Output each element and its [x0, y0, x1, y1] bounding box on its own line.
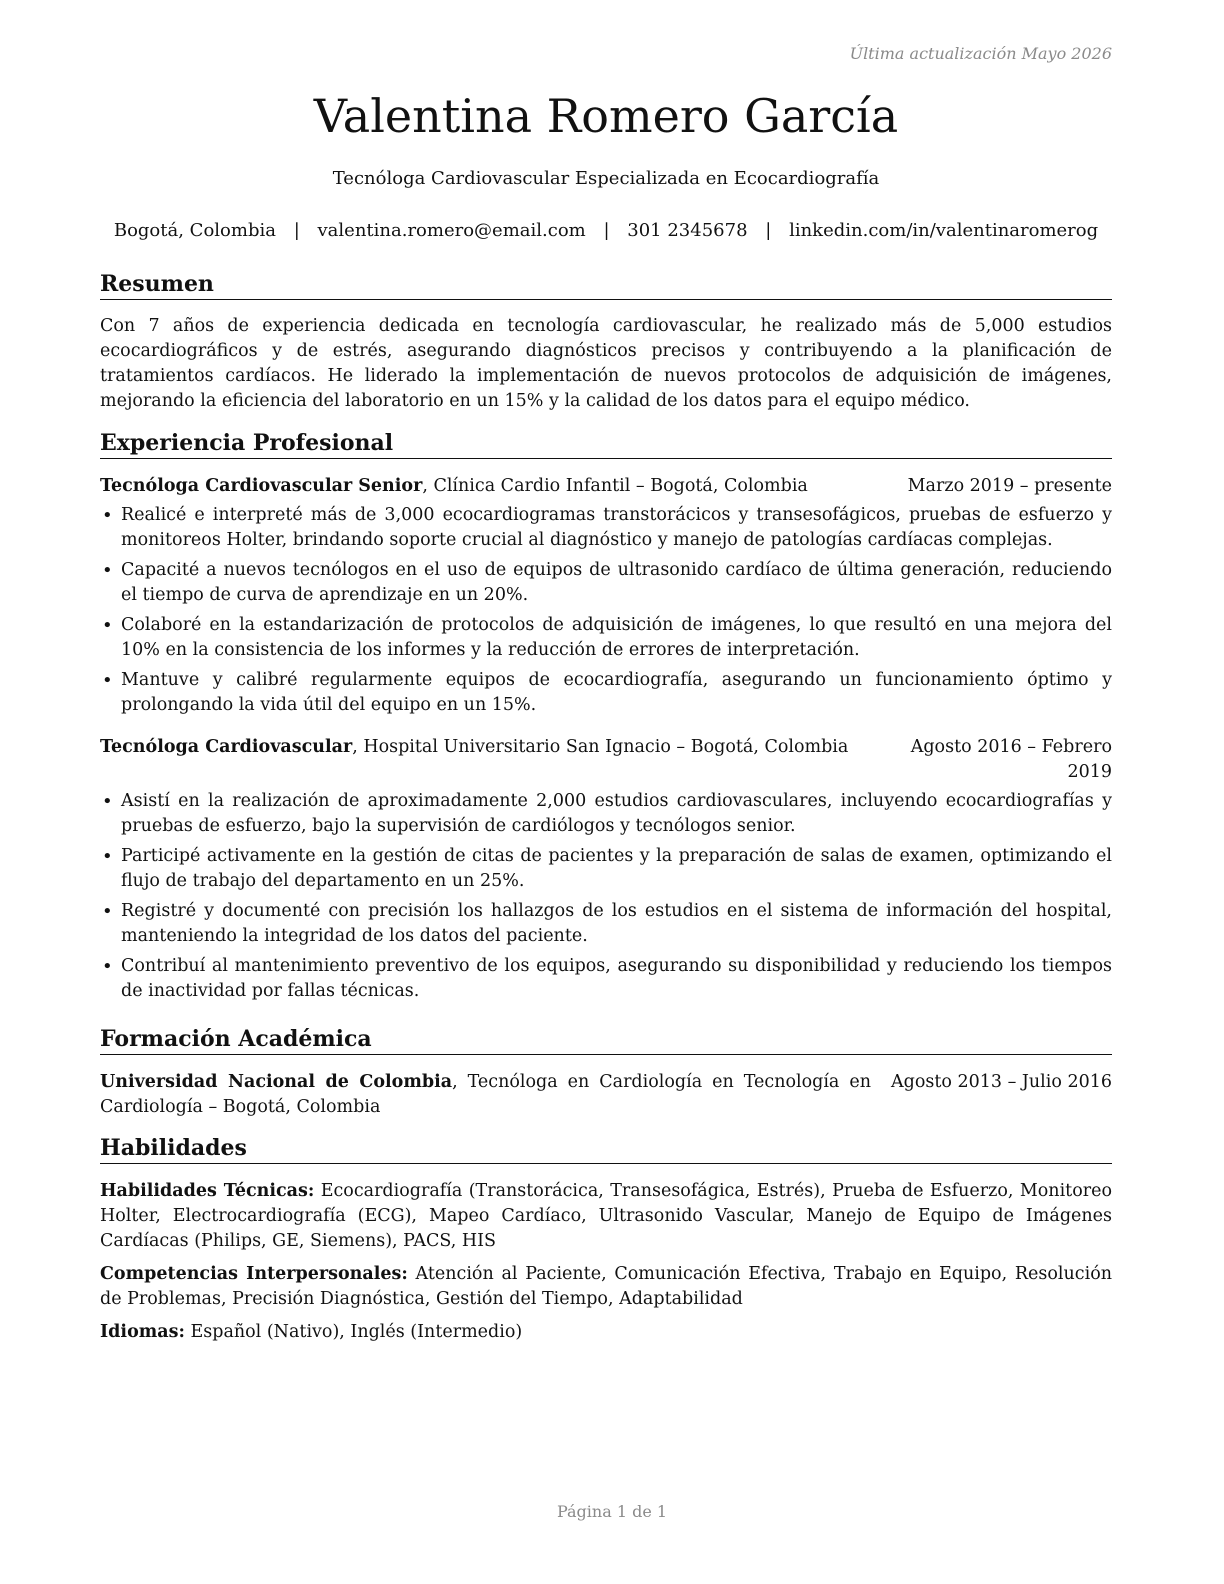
- job-bullets: [100, 503, 1112, 718]
- skill-group: [100, 1179, 1112, 1254]
- job-dates: Agosto 2016 – Febrero 2019: [910, 737, 1112, 782]
- education-detail: , Tecnóloga en Cardiología en Tecnología en Cardiología – Bogotá, Colombia: [100, 1072, 871, 1117]
- last-updated: Última actualización Mayo 2026: [849, 44, 1112, 63]
- job-bullets: [100, 789, 1112, 1004]
- skill-group: [100, 1262, 1112, 1312]
- job-role: Tecnóloga Cardiovascular: [100, 737, 353, 757]
- job-entry: [100, 735, 1112, 1004]
- job-header: [100, 735, 1112, 785]
- section-title-summary: Resumen: [100, 270, 1112, 300]
- job-dates: Marzo 2019 – presente: [907, 476, 1112, 496]
- job-place: , Clínica Cardio Infantil – Bogotá, Colombia: [422, 476, 808, 496]
- contact-phone: 301 2345678: [627, 220, 748, 241]
- bullet-item: • Asistí en la realización de aproximadamente 2,000 estudios cardiovasculares, incluyendo ecocardiografías y pruebas de esfuerzo, bajo la supervisión de cardiólogos y tecnólogos senior.: [100, 789, 1112, 839]
- contact-line: [100, 219, 1112, 243]
- contact-separator: |: [765, 220, 772, 241]
- skill-group-label: Competencias Interpersonales:: [100, 1264, 408, 1284]
- skill-group-label: Habilidades Técnicas:: [100, 1181, 315, 1201]
- education-dates: Agosto 2013 – Julio 2016: [890, 1072, 1112, 1092]
- skill-group-text: Atención al Paciente, Comunicación Efectiva, Trabajo en Equipo, Resolución de Problemas, Precisión Diagnóstica, Gestión del Tiempo, Adaptabilidad: [100, 1264, 1113, 1309]
- bullet-item: • Colaboré en la estandarización de protocolos de adquisición de imágenes, lo que resultó en una mejora del 10% en la consistencia de los informes y la reducción de errores de interpretación.: [100, 613, 1112, 663]
- skill-group-text: Español (Nativo), Inglés (Intermedio): [184, 1322, 523, 1342]
- summary-section: [100, 270, 1112, 414]
- contact-linkedin[interactable]: linkedin.com/in/valentinaromerog: [789, 220, 1099, 241]
- bullet-item: • Capacité a nuevos tecnólogos en el uso de equipos de ultrasonido cardíaco de última generación, reduciendo el tiempo de curva de aprendizaje en un 20%.: [100, 558, 1112, 608]
- job-header: [100, 474, 1112, 499]
- education-institution: Universidad Nacional de Colombia: [100, 1072, 453, 1092]
- page-footer: Página 1 de 1: [556, 1502, 668, 1521]
- job-role: Tecnóloga Cardiovascular Senior: [100, 476, 423, 496]
- education-section: [100, 1025, 1112, 1120]
- contact-separator: |: [603, 220, 610, 241]
- job-place: , Hospital Universitario San Ignacio – Bogotá, Colombia: [352, 737, 849, 757]
- section-title-skills: Habilidades: [100, 1134, 1112, 1164]
- candidate-subtitle: Tecnóloga Cardiovascular Especializada en Ecocardiografía: [332, 168, 880, 189]
- job-entry: [100, 474, 1112, 718]
- bullet-item: • Realicé e interpreté más de 3,000 ecocardiogramas transtorácicos y transesofágicos, pruebas de esfuerzo y monitoreos Holter, brindando soporte crucial al diagnóstico y manejo de patologías cardíacas complejas.: [100, 503, 1112, 553]
- skills-section: [100, 1134, 1112, 1353]
- bullet-item: • Participé activamente en la gestión de citas de pacientes y la preparación de salas de examen, optimizando el flujo de trabajo del departamento en un 25%.: [100, 844, 1112, 894]
- skill-group-text: Ecocardiografía (Transtorácica, Transesofágica, Estrés), Prueba de Esfuerzo, Monitoreo Holter, Electrocardiografía (ECG), Mapeo Cardíaco, Ultrasonido Vascular, Manejo de Equipo de Imágenes Cardíacas (Philips, GE, Siemens), PACS, HIS: [100, 1181, 1112, 1251]
- bullet-item: • Contribuí al mantenimiento preventivo de los equipos, asegurando su disponibilidad y reduciendo los tiempos de inactividad por fallas técnicas.: [100, 954, 1112, 1004]
- bullet-item: • Registré y documenté con precisión los hallazgos de los estudios en el sistema de información del hospital, manteniendo la integridad de los datos del paciente.: [100, 899, 1112, 949]
- summary-text: Con 7 años de experiencia dedicada en tecnología cardiovascular, he realizado más de 5,000 estudios ecocardiográficos y de estrés, asegurando diagnósticos precisos y contribuyendo a la planificación de tratamientos cardíacos. He liderado la implementación de nuevos protocolos de adquisición de imágenes, mejorando la eficiencia del laboratorio en un 15% y la calidad de los datos para el equipo médico.: [100, 316, 1112, 411]
- bullet-item: • Mantuve y calibré regularmente equipos de ecocardiografía, asegurando un funcionamiento óptimo y prolongando la vida útil del equipo en un 15%.: [100, 668, 1112, 718]
- education-entry: [100, 1070, 1112, 1120]
- section-title-education: Formación Académica: [100, 1025, 1112, 1055]
- experience-section: [100, 429, 1112, 1009]
- section-title-experience: Experiencia Profesional: [100, 429, 1112, 459]
- contact-email[interactable]: valentina.romero@email.com: [317, 220, 586, 241]
- contact-location: Bogotá, Colombia: [113, 220, 276, 241]
- candidate-name: Valentina Romero García: [313, 89, 899, 143]
- skill-group: [100, 1320, 1112, 1345]
- skill-group-label: Idiomas:: [100, 1322, 185, 1342]
- contact-separator: |: [293, 220, 300, 241]
